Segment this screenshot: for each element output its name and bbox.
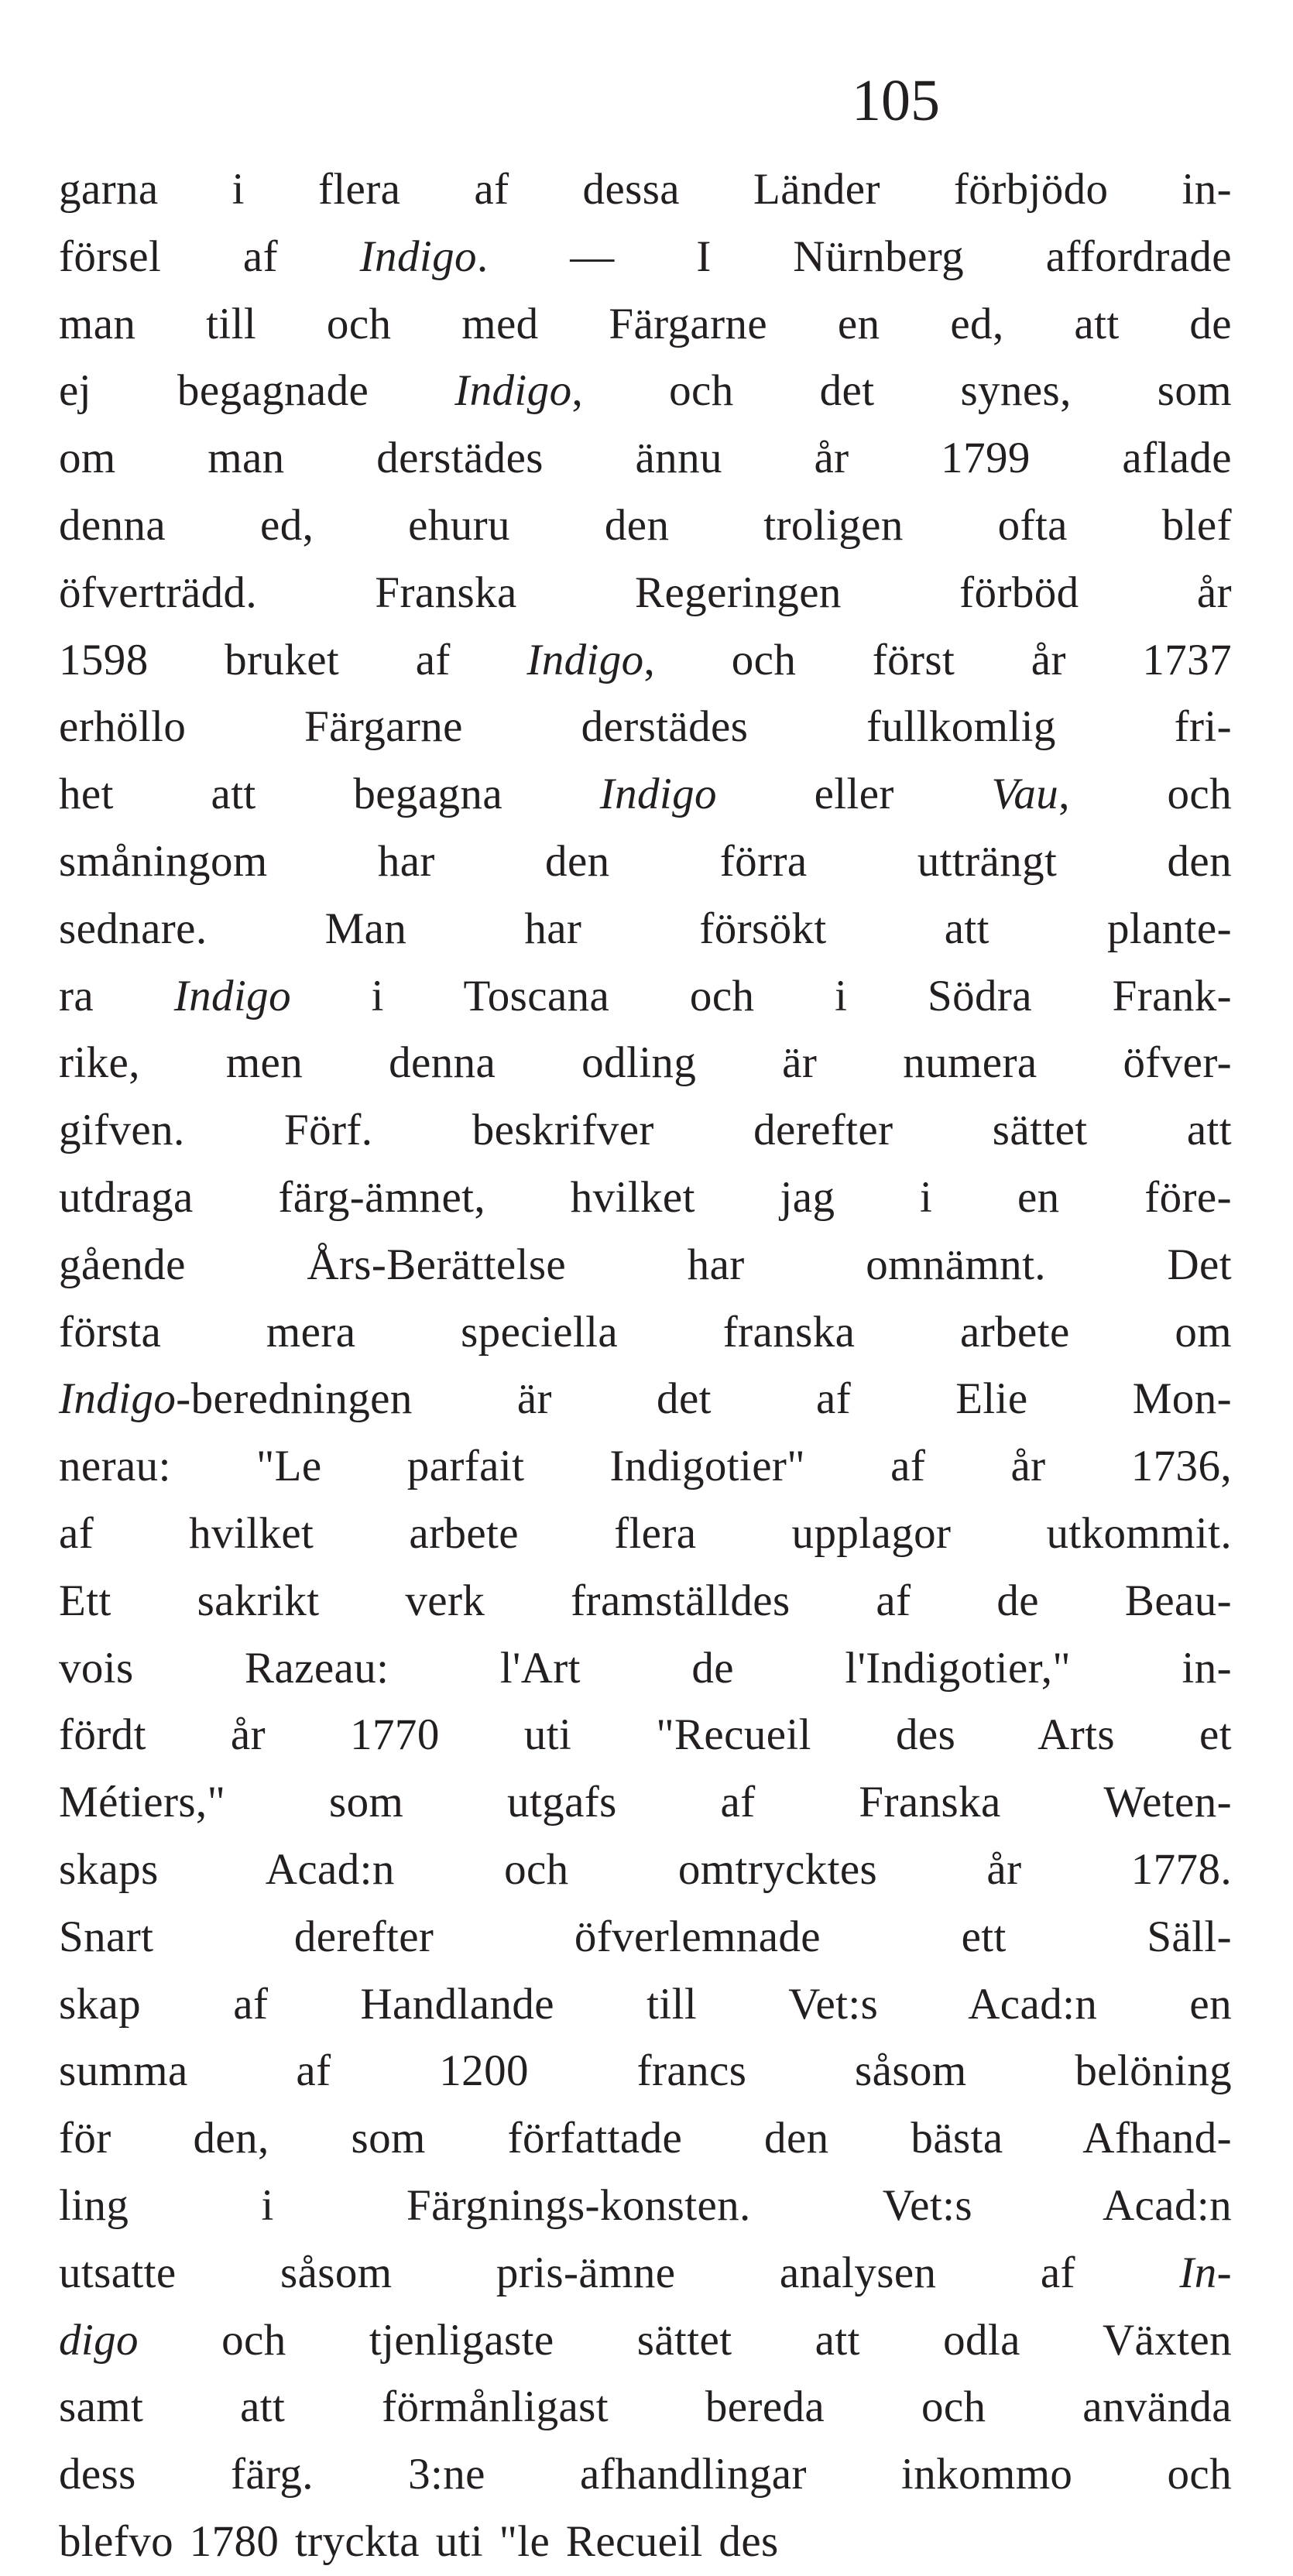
text-line <box>59 1971 1282 2039</box>
text-segment: , och det synes, som <box>571 366 1232 416</box>
text-segment: utsatte såsom pris-ämne analysen af <box>59 2248 1180 2297</box>
text-line <box>59 1030 1282 1097</box>
text-line <box>59 156 1282 224</box>
text-line <box>59 1232 1282 1299</box>
text-segment: het att begagna <box>59 770 600 819</box>
text-segment: af hvilket arbete flera upplagor utkommit. <box>59 1508 1232 1558</box>
text-segment: nerau: "Le parfait Indigotier" af år 1736, <box>59 1442 1232 1491</box>
text-line <box>59 358 1282 425</box>
text-line <box>59 2105 1282 2173</box>
text-segment: blefvo 1780 tryckta uti "le Recueil des <box>59 2516 779 2566</box>
text-segment: utdraga färg-ämnet, hvilket jag i en före- <box>59 1172 1232 1222</box>
text-line <box>59 2441 1282 2509</box>
text-line <box>59 1904 1282 1971</box>
text-line <box>59 2173 1282 2240</box>
text-segment: eller <box>716 770 992 819</box>
page-number: 105 <box>852 68 940 133</box>
text-line <box>59 492 1282 560</box>
text-segment: . — I Nürnberg affordrade <box>476 232 1233 281</box>
text-segment: och tjenligaste sättet att odla Växten <box>138 2315 1232 2365</box>
italic-term: Indigo <box>359 232 477 281</box>
text-segment: småningom har den förra utträngt den <box>59 836 1232 886</box>
text-line <box>59 1635 1282 1703</box>
text-segment: skap af Handlande till Vet:s Acad:n en <box>59 1979 1232 2029</box>
body-text <box>59 156 1282 2576</box>
text-line <box>59 694 1282 761</box>
text-line <box>59 828 1282 896</box>
text-segment: sednare. Man har försökt att plante- <box>59 904 1232 953</box>
text-line <box>59 425 1282 492</box>
italic-term: Indigo <box>454 366 572 416</box>
text-line <box>59 1097 1282 1165</box>
text-line <box>59 896 1282 963</box>
text-segment: skaps Acad:n och omtrycktes år 1778. <box>59 1844 1232 1894</box>
text-line <box>59 224 1282 291</box>
text-segment: 1598 bruket af <box>59 635 527 684</box>
text-line <box>59 627 1282 695</box>
text-line <box>59 1366 1282 1433</box>
text-line <box>59 761 1282 828</box>
text-line <box>59 963 1282 1031</box>
italic-term: In- <box>1179 2248 1232 2297</box>
italic-term: Vau <box>991 770 1059 819</box>
text-line <box>59 2509 1282 2576</box>
italic-term: Indigo <box>59 1374 177 1424</box>
text-segment: , och först år 1737 <box>643 635 1232 684</box>
text-segment: gifven. Förf. beskrifver derefter sättet att <box>59 1106 1232 1155</box>
text-line <box>59 1299 1282 1367</box>
text-line <box>59 2374 1282 2441</box>
text-line <box>59 1568 1282 1635</box>
text-segment: -beredningen är det af Elie Mon- <box>176 1374 1232 1424</box>
text-line <box>59 1769 1282 1837</box>
text-segment: , och <box>1058 770 1232 819</box>
italic-term: Indigo <box>526 635 644 684</box>
text-segment: öfverträdd. Franska Regeringen förböd år <box>59 568 1232 617</box>
text-segment: rike, men denna odling är numera öfver- <box>59 1038 1232 1088</box>
text-segment: summa af 1200 francs såsom belöning <box>59 2046 1232 2096</box>
text-segment: Snart derefter öfverlemnade ett Säll- <box>59 1912 1232 1961</box>
text-segment: vois Razeau: l'Art de l'Indigotier," in- <box>59 1643 1232 1693</box>
text-segment: Ett sakrikt verk framställdes af de Beau- <box>59 1576 1232 1625</box>
text-line <box>59 1165 1282 1232</box>
text-line <box>59 2307 1282 2375</box>
text-segment: Métiers," som utgafs af Franska Weten- <box>59 1778 1232 1827</box>
text-line <box>59 291 1282 358</box>
italic-term: Indigo <box>173 971 291 1020</box>
text-line <box>59 1702 1282 1769</box>
text-line <box>59 1837 1282 1904</box>
text-segment: för den, som författade den bästa Afhand- <box>59 2114 1232 2163</box>
text-line <box>59 1433 1282 1501</box>
text-segment: dess färg. 3:ne afhandlingar inkommo och <box>59 2450 1232 2499</box>
text-line <box>59 2240 1282 2307</box>
text-line <box>59 2038 1282 2105</box>
text-segment: första mera speciella franska arbete om <box>59 1307 1232 1357</box>
text-segment: försel af <box>59 232 360 281</box>
text-segment: ling i Färgnings-konsten. Vet:s Acad:n <box>59 2180 1232 2230</box>
text-segment: garna i flera af dessa Länder förbjödo in- <box>59 165 1232 214</box>
text-segment: ej begagnade <box>59 366 455 416</box>
text-segment: i Toscana och i Södra Frank- <box>290 971 1233 1020</box>
text-segment: ra <box>59 971 174 1020</box>
text-segment: erhöllo Färgarne derstädes fullkomlig fri- <box>59 702 1232 752</box>
text-segment: gående Års-Berättelse har omnämnt. Det <box>59 1240 1232 1289</box>
text-segment: fördt år 1770 uti "Recueil des Arts et <box>59 1710 1232 1760</box>
italic-term: digo <box>59 2315 139 2365</box>
text-segment: om man derstädes ännu år 1799 aflade <box>59 434 1232 483</box>
text-line <box>59 1501 1282 1568</box>
text-segment: man till och med Färgarne en ed, att de <box>59 299 1232 348</box>
text-segment: denna ed, ehuru den troligen ofta blef <box>59 500 1232 550</box>
italic-term: Indigo <box>599 770 717 819</box>
text-line <box>59 560 1282 627</box>
text-segment: samt att förmånligast bereda och använda <box>59 2382 1232 2432</box>
